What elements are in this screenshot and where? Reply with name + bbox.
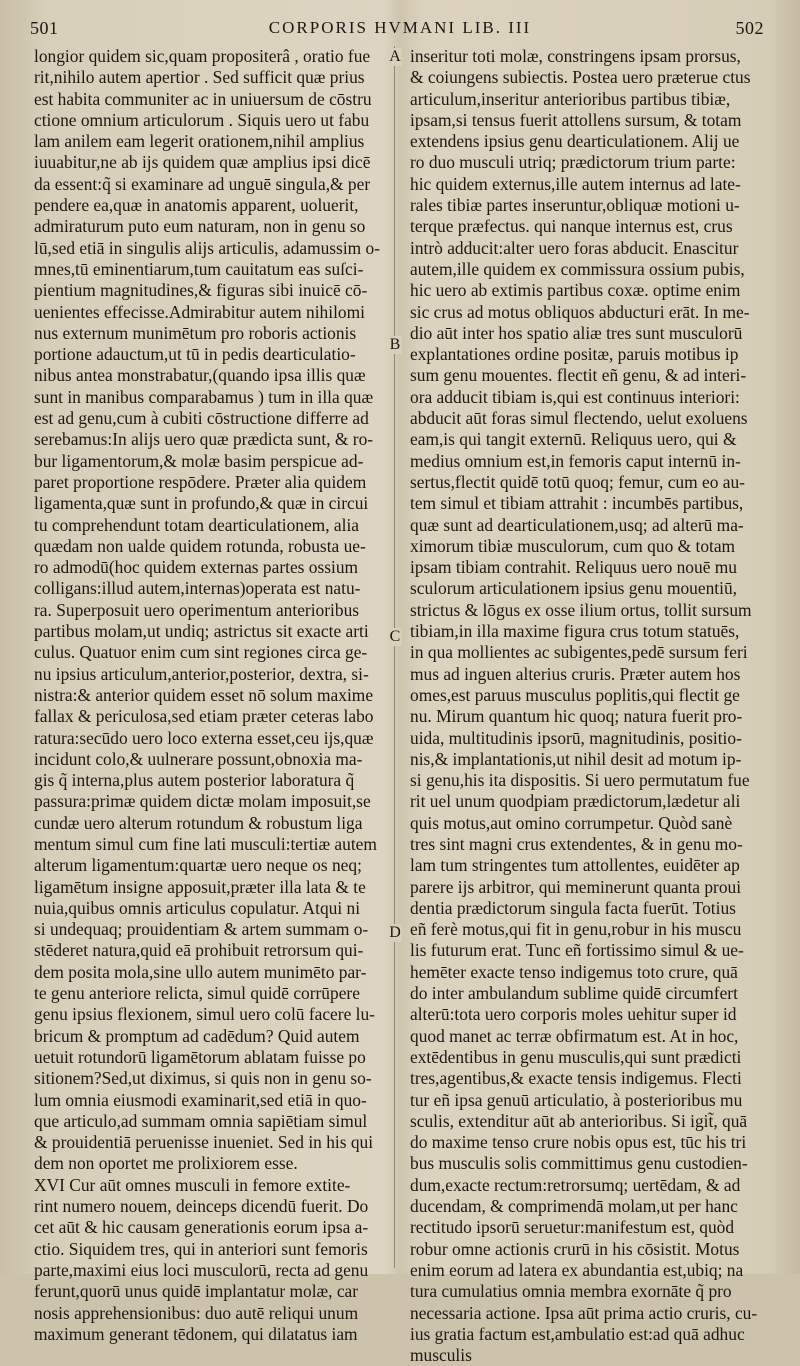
text-line: abducit aūt foras simul flectendo, uelut exoluens <box>410 408 748 429</box>
text-line: quis motus,aut omino corrumpetur. Quòd sanè <box>410 812 733 833</box>
text-line: tura cumulatius omnia membra exornāte q̃ pro <box>410 1281 732 1302</box>
text-line: bus musculis solis committimus genu custodien- <box>410 1153 748 1174</box>
text-line: dem posita mola,sine ullo autem munimēto par- <box>34 961 367 982</box>
text-line: quæ sunt ad dearticulationem,usq; ad alterū ma- <box>410 514 744 535</box>
text-line: sic crus ad motus obliquos abducturi erāt. In me- <box>410 301 750 322</box>
text-line: medius omnium est,in femoris caput internū in- <box>410 450 741 471</box>
text-line: necessaria actione. Ipsa aūt prima actio cruris, cu- <box>410 1302 758 1323</box>
text-line: partibus molam,ut undiq; astrictus sit exacte arti <box>34 621 369 642</box>
left-text-column <box>34 46 380 1345</box>
text-line: strictus & lōgus ex osse ilium ortus, tollit sursum <box>410 599 752 620</box>
text-line: gis q̃ interna,plus autem posterior laboratura q̃ <box>34 770 355 791</box>
text-line: tem simul et tibiam attrahit : incumbēs partibus, <box>410 493 744 514</box>
text-line: colligans:illud autem,internas)operata est natu- <box>34 578 361 599</box>
text-line: alterū:tota uero corporis moles uehitur super id <box>410 1004 737 1025</box>
text-line: parte,maximi eius loci musculorū, recta ad genu <box>34 1259 369 1280</box>
text-line: nu ipsius articulum,anterior,posterior, dextra, si- <box>34 663 369 684</box>
text-line: quædam non ualde quidem rotunda, robusta ue- <box>34 535 366 556</box>
text-line: extēdentibus in genu musculis,qui sunt prædicti <box>410 1046 742 1067</box>
text-line: fallax & periculosa,sed etiam præter ceteras labo <box>34 706 374 727</box>
text-line: rales tibiæ partes inseruntur,obliquæ motioni u- <box>410 195 740 216</box>
text-line: cet aūt & hic causam generationis eorum ipsa a- <box>34 1217 369 1238</box>
text-line: ora adducit tibiam is,qui est continuus interiori: <box>410 386 740 407</box>
text-line: dem non oportet me prolixiorem esse. <box>34 1153 298 1174</box>
text-line: hic uero ab extimis partibus coxæ. optime enim <box>410 280 741 301</box>
text-line: eam,is qui tangit externū. Reliquus uero, qui & <box>410 429 737 450</box>
text-line: uida, multitudinis ipsorū, magnitudinis, positio- <box>410 727 742 748</box>
text-line: mentum simul cum fine lati musculi:tertiæ autem <box>34 833 377 854</box>
text-line: ligamētum insigne apposuit,præter illa lata & te <box>34 876 366 897</box>
running-title: CORPORIS HVMANI LIB. III <box>268 18 532 37</box>
text-line: nis,& implantationis,ut nihil desit ad motum ip- <box>410 748 742 769</box>
text-line: sculorum articulationem ipsius genu mouentiū, <box>410 578 737 599</box>
text-line: enim eorum ad latera ex abundantia est,ubiq; na <box>410 1259 744 1280</box>
text-line: do maxime tenso crure nobis opus est, tūc his tri <box>410 1132 747 1153</box>
text-line: lam tum stringentes tum attollentes, euidēter ap <box>410 855 740 876</box>
text-line: sunt in manibus comparabamus ) tum in illa quæ <box>34 386 374 407</box>
text-line: rit uel unum quodpiam prædictorum,lædetur ali <box>410 791 741 812</box>
text-line: hic quidem externus,ille autem internus ad late- <box>410 173 741 194</box>
text-line: uetuit rotundorū ligamētorum ablatam fuisse po <box>34 1046 366 1067</box>
text-line: culus. Quatuor enim cum sint regiones circa ge- <box>34 642 368 663</box>
text-line: explantationes ordine positæ, paruis motibus ip <box>410 344 739 365</box>
text-line: rit,nihilo autem apertior . Sed sufficit quæ prius <box>34 67 365 88</box>
column-divider <box>394 46 395 1268</box>
text-line: & coiungens subiectis. Postea uero præterue ctus <box>410 67 751 88</box>
text-line: ligamenta,quæ sunt in profundo,& quæ in circui <box>34 493 369 514</box>
text-line: tres sint magni crus extendentes, & in genu mo- <box>410 833 743 854</box>
text-line: ducendam, & comprimendā molam,ut per hanc <box>410 1196 738 1217</box>
text-line: da essent:q̃ si examinare ad unguē singula,& per <box>34 173 371 194</box>
text-line: ctio. Siquidem tres, qui in anteriori sunt femoris <box>34 1238 368 1259</box>
text-line: tu comprehendunt totam dearticulationem, alia <box>34 514 359 535</box>
text-line: bur ligamentorum,& molæ basim perspicue ad- <box>34 450 364 471</box>
text-line: musculis <box>410 1345 472 1366</box>
left-page-number: 501 <box>30 18 59 38</box>
text-line: lam anilem eam legerit orationem,nihil amplius <box>34 131 365 152</box>
text-line: bricum & promptum ad cadēdum? Quid autem <box>34 1025 360 1046</box>
text-line: robur omne actionis crurū in his cōsistit. Motus <box>410 1238 740 1259</box>
text-line: uenientes effecisse.Admirabitur autem nihilomi <box>34 301 365 322</box>
text-line: ius gratia factum est,ambulatio est:ad quā adhuc <box>410 1323 745 1344</box>
text-line: sitionem?Sed,ut diximus, si quis non in genu so- <box>34 1068 372 1089</box>
text-line: est habita communiter ac in uniuersum de cōstru <box>34 88 372 109</box>
text-line: sertus,flectit quidē totū quoq; femur, cum eo au- <box>410 471 745 492</box>
text-line: quod manet ac terræ obfirmatum est. At in hoc, <box>410 1025 739 1046</box>
text-line: mnes,tū eminentiarum,tum cauitatum eas suſci- <box>34 258 364 279</box>
text-line: tur eñ ipsa genuū articulatio, à posterioribus mu <box>410 1089 743 1110</box>
text-line: XVI Cur aūt omnes musculi in femore extite- <box>34 1174 351 1195</box>
text-line: lū,sed etiā in singulis alijs articulis, adamussim o- <box>34 237 380 258</box>
text-line: incidunt colo,& uulnerare possunt,obnoxia ma- <box>34 748 363 769</box>
text-line: nosis apprehensionibus: duo autē reliqui unum <box>34 1302 359 1323</box>
text-line: ratura:secūdo uero loco externa esset,ceu ijs,quæ <box>34 727 374 748</box>
text-line: mus ad inguen alterius cruris. Præter autem hos <box>410 663 741 684</box>
text-line: sculis, extenditur aūt ab anterioribus. Si igit̃, quā <box>410 1110 748 1131</box>
text-line: intrò adducit:alter uero foras abducit. Enascitur <box>410 237 739 258</box>
text-line: rectitudo ipsorū seruetur:manifestum est, quòd <box>410 1217 735 1238</box>
text-line: pendere ea,quæ in anatomis apparent, uoluerit, <box>34 195 359 216</box>
text-line: admiraturum puto eum naturam, non in genu so <box>34 216 366 237</box>
margin-marker-d: D <box>389 924 401 941</box>
text-line: lum omnia eiusmodi examinarit,sed etiā in quo- <box>34 1089 367 1110</box>
text-line: tres,agentibus,& exacte tensis indigemus. Flecti <box>410 1068 742 1089</box>
text-line: ro admodū(hoc quidem externas partes ossium <box>34 557 359 578</box>
text-line: extendens ipsius genu dearticulationem. Alij ue <box>410 131 740 152</box>
text-line: nuia,quibus omnis articulus copulatur. Atqui ni <box>34 897 361 918</box>
text-line: est ad genu,cum à cubiti cōstructione differre ad <box>34 408 369 429</box>
text-line: tibiam,in illa maxime figura crus totum statuēs, <box>410 621 740 642</box>
text-line: dentia prædictorum singula facta fuerūt. Totius <box>410 897 736 918</box>
text-line: ipsam tibiam contrahit. Reliquus uero nouē mu <box>410 557 737 578</box>
text-line: articulum,inseritur anterioribus partibus tibiæ, <box>410 88 731 109</box>
text-line: nus externum munimētum pro roboris actionis <box>34 322 357 343</box>
text-line: nibus antea monstrabatur,(quando ipsa illis quæ <box>34 365 366 386</box>
text-line: ipsam,si tensus fuerit attollens sursum, & totam <box>410 109 742 130</box>
text-line: si genu,his ita dispositis. Si uero permutatum fue <box>410 770 750 791</box>
text-line: alterum ligamentum:quartæ uero neque os neq; <box>34 855 362 876</box>
text-line: ctione omnium articulorum . Siquis uero ut fabu <box>34 109 370 130</box>
text-line: longior quidem sic,quam propositerâ , oratio fue <box>34 46 371 66</box>
text-line: parere ijs arbitror, qui meminerunt quanta proui <box>410 876 742 897</box>
text-line: portione adauctum,ut tū in pedis dearticulatio- <box>34 344 356 365</box>
right-text-column <box>410 46 770 1366</box>
text-line: terque præfectus. qui nanque internus est, crus <box>410 216 733 237</box>
text-line: omes,est paruus musculus poplitis,qui flectit ge <box>410 684 740 705</box>
text-line: paret proportione respōdere. Præter alia quidem <box>34 471 367 492</box>
text-line: iuuabitur,ne ab ijs quidem quæ amplius ipsi dicē <box>34 152 371 173</box>
margin-marker-b: B <box>389 336 401 353</box>
text-line: autem,ille quidem ex commissura ossium pubis, <box>410 258 745 279</box>
text-line: cundæ uero alterum rotundum & robustum liga <box>34 812 363 833</box>
text-line: in qua mollientes ac subigentes,pedē sursum feri <box>410 642 748 663</box>
text-line: pientium magnitudines,& figuras sibi inuicē cō- <box>34 280 368 301</box>
text-line: stēderet natura,quid eā prohibuit retrorsum qui- <box>34 940 364 961</box>
text-line: passura:primæ quidem dictæ molam imposuit,se <box>34 791 371 812</box>
margin-marker-a: A <box>389 48 401 65</box>
margin-marker-c: C <box>389 628 401 645</box>
text-line: rint numero nouem, deinceps dicendū fuerit. Do <box>34 1196 369 1217</box>
text-line: sum genu mouentes. flectit eñ genu, & ad interi- <box>410 365 747 386</box>
text-line: que articulo,ad summam omnia sapiētiam simul <box>34 1110 368 1131</box>
text-line: ferunt,quorū unus quidē implantatur molæ, car <box>34 1281 359 1302</box>
text-line: te genu anteriore relicta, simul quidē corrūpere <box>34 983 360 1004</box>
text-line: serebamus:In alijs uero quæ prædicta sunt, & ro- <box>34 429 374 450</box>
text-line: lis futurum erat. Tunc eñ fortissimo simul & ue- <box>410 940 744 961</box>
text-line: dum,exacte rectum:retrorsumq; uertēdam, & ad <box>410 1174 741 1195</box>
right-page-number: 502 <box>735 18 764 38</box>
text-line: dio aūt inter hos spatio aliæ tres sunt musculorū <box>410 322 743 343</box>
text-line: ximorum tibiæ musculorum, cum quo & totam <box>410 535 736 556</box>
text-line: inseritur toti molæ, constringens ipsam prorsus, <box>410 46 741 66</box>
text-line: ro duo musculi utriq; prædictorum trium parte: <box>410 152 736 173</box>
text-line: nu. Mirum quantum hic quoq; natura fuerit pro- <box>410 706 743 727</box>
text-line: & prouidentiā peruenisse inueniet. Sed in his qui <box>34 1132 374 1153</box>
text-line: do inter ambulandum sublime quidē circumfert <box>410 983 738 1004</box>
text-line: nistra:& anterior quidem esset nō solum maxime <box>34 684 374 705</box>
text-line: si undequaq; prouidentiam & artem summam o- <box>34 919 369 940</box>
text-line: genu ipsius flexionem, simul uero colū facere lu- <box>34 1004 375 1025</box>
text-line: maximum generant tēdonem, qui dilatatus iam <box>34 1323 358 1344</box>
text-line: ra. Superposuit uero operimentum anterioribus <box>34 599 360 620</box>
text-line: eñ ferè motus,qui fit in genu,robur in his muscu <box>410 919 742 940</box>
running-head <box>0 6 800 38</box>
text-line: hemēter exacte tenso indigemus toto crure, quā <box>410 961 738 982</box>
